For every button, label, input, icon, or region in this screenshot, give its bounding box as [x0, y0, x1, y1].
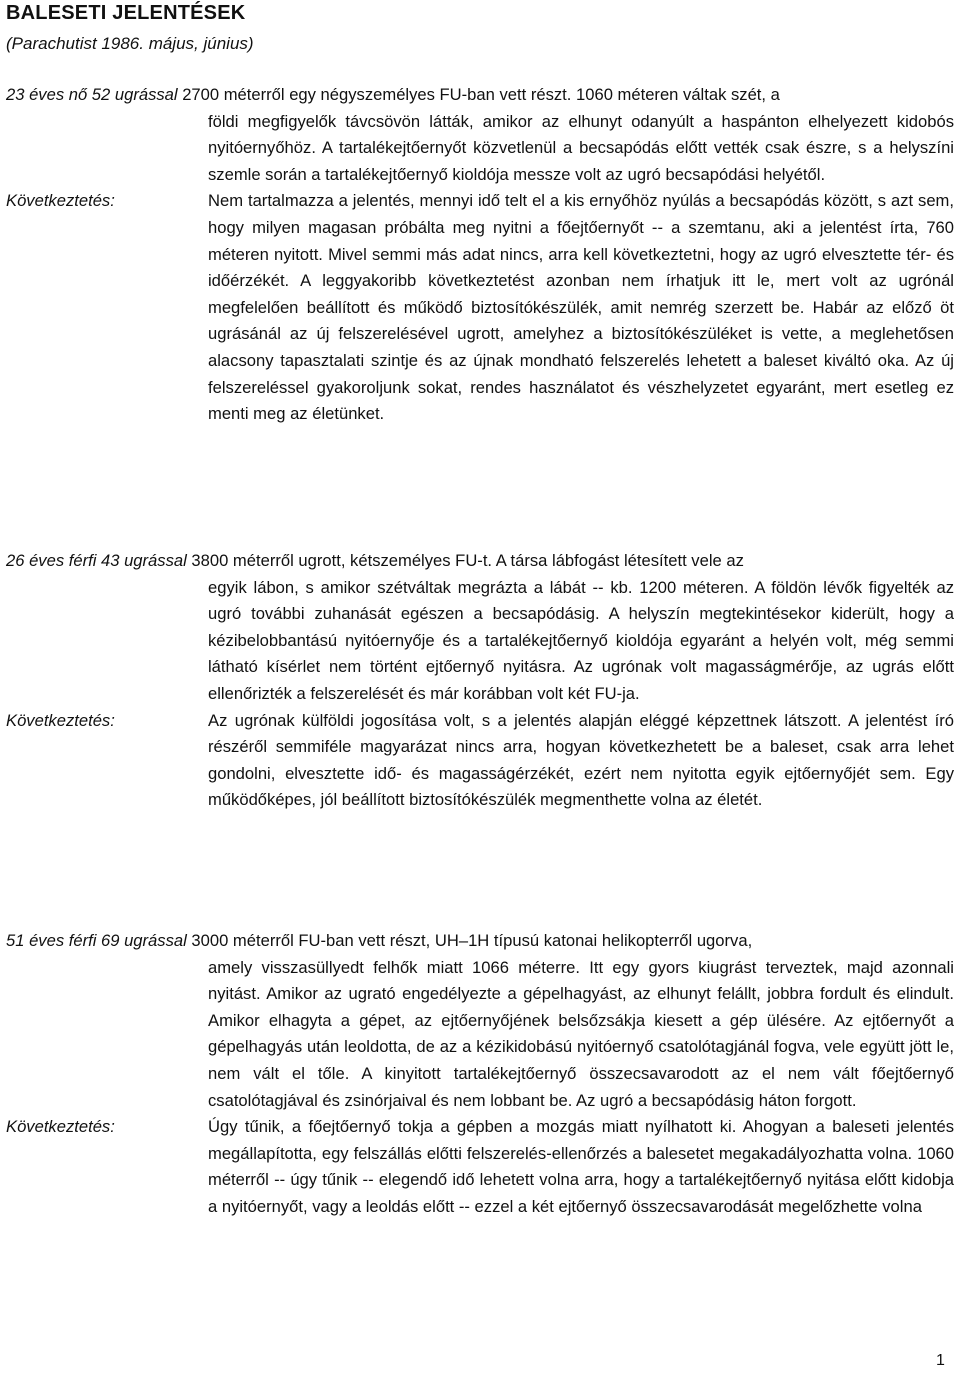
- entry-conclusion: [6, 708, 954, 814]
- entry-conclusion: [6, 1114, 954, 1220]
- conclusion-label: Következtetés:: [6, 191, 115, 211]
- entry-lead-line: [6, 548, 954, 575]
- entry-first-line: 3800 méterről ugrott, kétszemélyes FU-t. A társa lábfogást létesített vele az: [186, 551, 744, 570]
- entry-first-line: 3000 méterről FU-ban vett részt, UH–1H típusú katonai helikopterről ugorva,: [186, 931, 753, 950]
- conclusion-text: Az ugrónak külföldi jogosítása volt, s a jelentés alapján eléggé képzettnek látszott. A jelentést író részéről semmiféle magyarázat nincs arra, hogyan következhetett be a baleset, csak arra lehet gondolni, elvesztette idő- és magasságérzékét, ezért nem nyitotta egyik ejtőernyőjét sem. Egy működőképes, jól beállított biztosítókészülék megmenthette volna az életét.: [208, 710, 954, 810]
- entry-prefix: 51 éves férfi 69 ugrással: [6, 931, 187, 950]
- entry-conclusion: [6, 188, 954, 427]
- entry-body: amely visszasüllyedt felhők miatt 1066 méterre. Itt egy gyors kiugrást terveztek, majd azonnali nyitást. Amikor az ugrató engedélyezte a gépelhagyást, az elhunyt felállt, jobbra fordult és elindult. Amikor elhagyta a gépet, az ejtőernyőjének belsőzsákja kiesett a gép ülésére. Az ejtőernyőt a gépelhagyás után leoldotta, de az a kézikidobású nyitóernyő csatolótagjánál fogva, vele együtt jött le, nem vált el tőle. A kinyitott tartalékejtőernyő összecsavarodott az el nem vált főejtőernyő csatolótagjával és zsinórjaival és nem lobbant be. Az ugró a becsapódásig háton forgott.: [208, 957, 954, 1110]
- conclusion-label: Következtetés:: [6, 710, 115, 730]
- report-entry-1: [6, 82, 954, 428]
- entry-body: egyik lábon, s amikor szétváltak megrázta a lábát -- kb. 1200 méteren. A földön lévők figyelték az ugró további zuhanását egészen a becsapódásig. A helyszín megtekintésekor kiderült, hogy a kézibelobbantású nyitóernyője és a tartalékejtőernyő kioldója egyaránt a helyén volt, még semmi látható kísérlet nem történt ejtőernyő nyitásra. Az ugrónak volt magasságmérője, az ugrás előtt ellenőrizték a felszerelését és már korábban volt két FU-ja.: [208, 577, 954, 703]
- conclusion-text: Úgy tűnik, a főejtőernyő tokja a gépben a mozgás miatt nyílhatott ki. Ahogyan a baleseti jelentés megállapította, egy felszállás előtti felszerelés-ellenőrzés a balesetet megakadályozhatta volna. 1060 méterről -- úgy tűnik -- elegendő idő lehetett volna arra, hogy a tartalékejtőernyő nyitása előtt kidobja a nyitóernyőt, vagy a leoldás előtt -- ezzel a két ejtőernyő összecsavarodását megelőzhette volna: [208, 1117, 954, 1216]
- report-entry-2: [6, 548, 954, 814]
- document-title: BALESETI JELENTÉSEK: [6, 2, 246, 24]
- entry-lead-line: [6, 82, 954, 109]
- document-subtitle: (Parachutist 1986. május, június): [6, 34, 254, 53]
- conclusion-label: Következtetés:: [6, 1117, 115, 1137]
- entry-prefix: 23 éves nő 52 ugrással: [6, 85, 178, 104]
- report-entry-3: [6, 928, 954, 1221]
- entry-lead-line: [6, 928, 954, 955]
- entry-first-line: 2700 méterről egy négyszemélyes FU-ban vett részt. 1060 méteren váltak szét, a: [177, 85, 780, 104]
- entry-body: földi megfigyelők távcsövön látták, amikor az elhunyt odanyúlt a haspánton elhelyezett kidobós nyitóernyőhöz. A tartalékejtőernyőt közvetlenül a becsapódás előtt vették csak észre, s a helyszíni szemle során a tartalékejtőernyő kioldója messze volt az ugró becsapódási helyétől.: [208, 111, 954, 184]
- page-number: 1: [936, 1352, 945, 1369]
- entry-prefix: 26 éves férfi 43 ugrással: [6, 551, 187, 570]
- conclusion-text: Nem tartalmazza a jelentés, mennyi idő telt el a kis ernyőhöz nyúlás a becsapódás között, s azt sem, hogy milyen magasan próbálta meg nyitni a főejtőernyőt -- a szemtanu, aki a jelentést írta, 760 méteren nyitott. Mivel semmi más adat nincs, arra kell következtetni, hogy az ugró elvesztette tér- és időérzékét. A leggyakoribb következtetést azonban nem írhatjuk itt le, mert volt az ugrónál megfelelően beállított és működő biztosítókészülék, amit nemrég szerzett be. Habár az előző öt ugrásánál az új felszerelésével ugrott, amelyhez a biztosítókészüléket is vette, a meglehetősen alacsony tapasztalati szintje és az újnak mondható felszerelés lehetett a baleset kiváltó oka. Az új felszereléssel gyakoroljunk sokat, rendes használatot és vészhelyzetet egyaránt, mert esetleg ez menti meg az életünket.: [208, 191, 954, 424]
